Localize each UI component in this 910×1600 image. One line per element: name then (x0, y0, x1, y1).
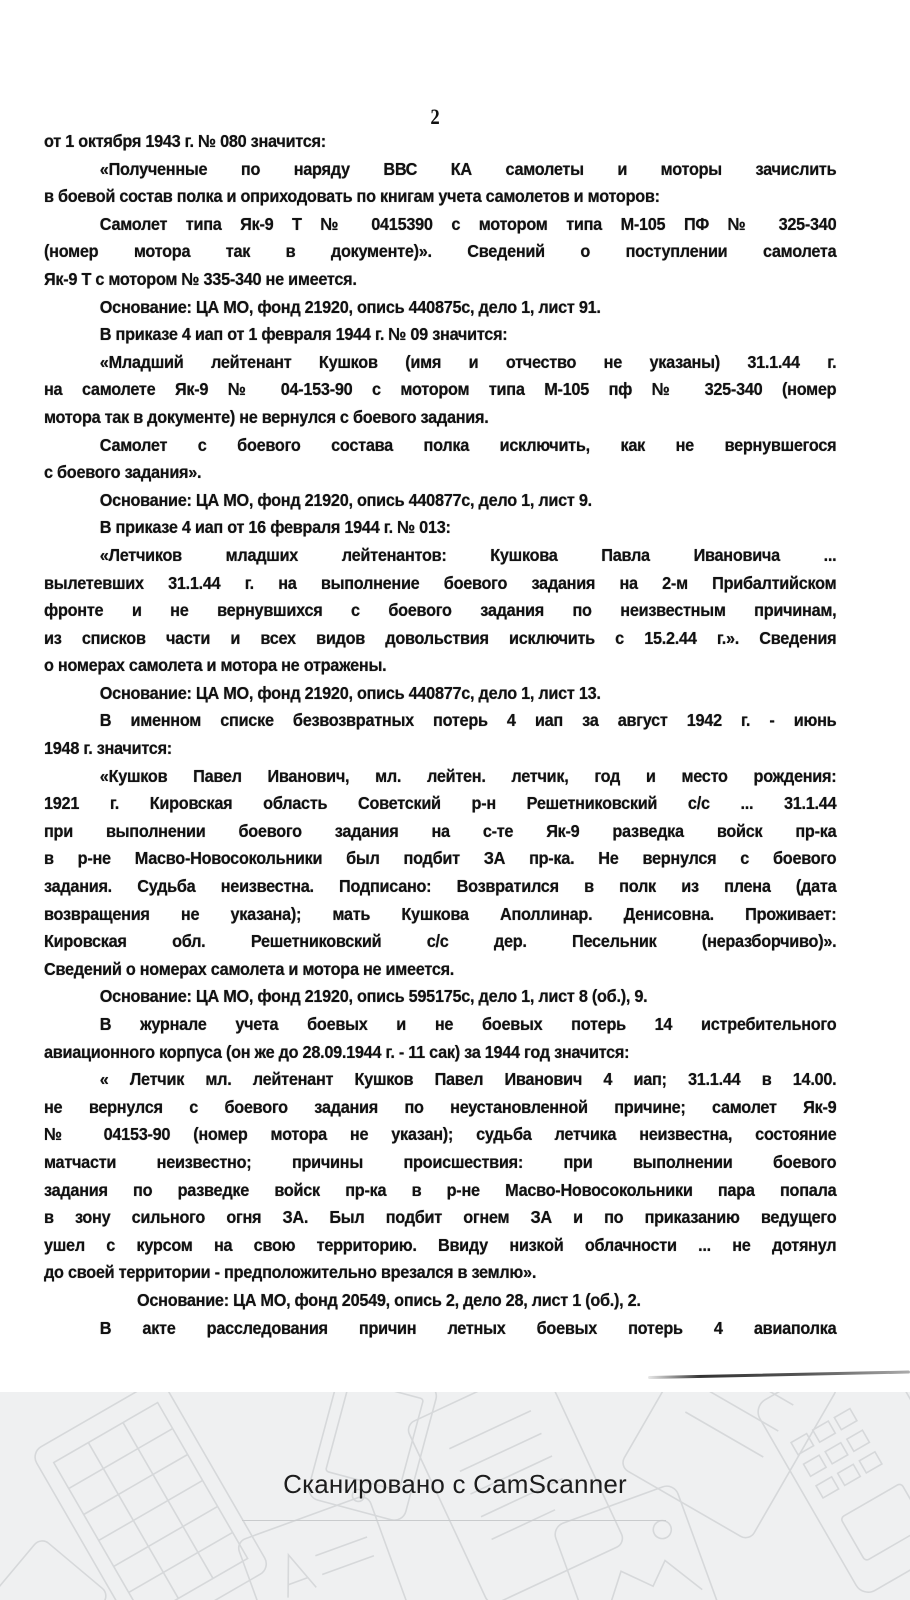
document-line: В приказе 4 иап от 16 февраля 1944 г. № 013: (99, 517, 451, 538)
document-line: « Летчик мл. лейтенант Кушков Павел Иванович 4 иап; 31.1.44 в 14.00. (99, 1069, 837, 1090)
document-line: В именном списке безвозвратных потерь 4 иап за август 1942 г. - июнь (99, 710, 837, 731)
document-line: «Младший лейтенант Кушков (имя и отчество не указаны) 31.1.44 г. (99, 351, 837, 372)
document-line: Основание: ЦА МО, фонд 21920, опись 595175с, дело 1, лист 8 (об.), 9. (99, 986, 648, 1007)
document-line: Самолет типа Як-9 Т № 0415390 с мотором типа М-105 ПФ № 325-340 (99, 213, 837, 234)
document-line: В журнале учета боевых и не боевых потерь 14 истребительного (99, 1014, 837, 1034)
document-line: вылетевших 31.1.44 г. на выполнение боевого задания на 2-м Прибалтийском (44, 572, 837, 593)
document-line: от 1 октября 1943 г. № 080 значится: (44, 131, 326, 151)
document-line: (номер мотора так в документе)». Сведений о поступлении самолета (44, 241, 837, 262)
letter-icon (236, 1494, 422, 1600)
image-icon (552, 1483, 725, 1600)
phone-icon (306, 1392, 439, 1523)
document-line: в боевой состав полка и оприходовать по книгам учета самолетов и моторов: (44, 186, 660, 207)
document-icon (619, 1392, 839, 1541)
document-line: возвращения не указана); мать Кушкова Аполлинар. Денисовна. Проживает: (44, 903, 837, 924)
document-line: Як-9 Т с мотором № 335-340 не имеется. (44, 268, 357, 289)
document-line: авиационного корпуса (он же до 28.09.1944 г. - 11 сак) за 1944 год значится: (44, 1041, 630, 1062)
document-line: задания. Судьба неизвестна. Подписано: Возвратился в полк из плена (дата (44, 876, 837, 897)
document-line: В приказе 4 иап от 1 февраля 1944 г. № 09 значится: (99, 324, 508, 345)
document-line: с боевого задания». (44, 462, 202, 483)
document-line: «Летчиков младших лейтенантов: Кушкова Павла Ивановича ... (99, 544, 837, 565)
document-line: фронте и не вернувшихся с боевого задания по неизвестным причинам, (44, 600, 837, 621)
document-line: Основание: ЦА МО, фонд 21920, опись 440877с, дело 1, лист 13. (99, 682, 601, 703)
document-line: на самолете Як-9 № 04-153-90 с мотором типа М-105 пф № 325-340 (номер (44, 379, 837, 400)
document-body (44, 128, 836, 1342)
document-line: 1921 г. Кировская область Советский р-н Решетниковский с/с ... 31.1.44 (44, 793, 837, 814)
phone-icon (0, 1537, 110, 1600)
document-line: № 04153-90 (номер мотора не указан); судьба летчика неизвестна, состояние (44, 1124, 837, 1145)
document-line: Основание: ЦА МО, фонд 20549, опись 2, дело 28, лист 1 (об.), 2. (137, 1289, 641, 1310)
document-line: Самолет с боевого состава полка исключить, как не вернувшегося (99, 434, 837, 455)
document-line: «Кушков Павел Иванович, мл. лейтен. летчик, год и место рождения: (99, 765, 837, 786)
camscanner-watermark: Сканировано с CamScanner (283, 1469, 627, 1499)
document-line: Кировская обл. Решетниковский с/с дер. Песельник (неразборчиво)». (44, 931, 837, 952)
document-line: не вернулся с боевого задания по неустановленной причине; самолет Як-9 (44, 1096, 837, 1117)
document-line: «Полученные по наряду ВВС КА самолеты и моторы зачислить (99, 158, 837, 179)
document-line: в р-не Масво-Новосокольники был подбит ЗА пр-ка. Не вернулся с боевого (44, 848, 837, 869)
document-line: из списков части и всех видов довольствия исключить с 15.2.44 г.». Сведения (44, 627, 837, 648)
page-number: 2 (430, 104, 440, 129)
document-line: до своей территории - предположительно врезался в землю». (44, 1262, 537, 1283)
document-line: Основание: ЦА МО, фонд 21920, опись 440875с, дело 1, лист 91. (99, 296, 601, 317)
document-line: Основание: ЦА МО, фонд 21920, опись 440877с, дело 1, лист 9. (99, 489, 592, 510)
document-line: 1948 г. значится: (44, 738, 172, 759)
document-line: мотора так в документе) не вернулся с боевого задания. (44, 406, 489, 427)
document-line: при выполнении боевого задания на с-те Як-9 разведка войск пр-ка (44, 820, 837, 841)
scan-edge-stroke (648, 1371, 910, 1379)
document-line: в зону сильного огня ЗА. Был подбит огнем ЗА и по приказанию ведущего (44, 1207, 837, 1228)
document-line: ушел с курсом на свою территорию. Ввиду низкой облачности ... не дотянул (44, 1234, 837, 1255)
document-line: задания по разведке войск пр-ка в р-не Масво-Новосокольники пара попала (44, 1179, 837, 1200)
document-line: о номерах самолета и мотора не отражены. (44, 655, 387, 676)
document-line: В акте расследования причин летных боевых потерь 4 авиаполка (99, 1317, 837, 1338)
document-line: Сведений о номерах самолета и мотора не имеется. (44, 958, 455, 979)
watermark-underline (242, 1520, 666, 1521)
document-line: матчасти неизвестно; причины происшествия: при выполнении боевого (44, 1151, 837, 1172)
